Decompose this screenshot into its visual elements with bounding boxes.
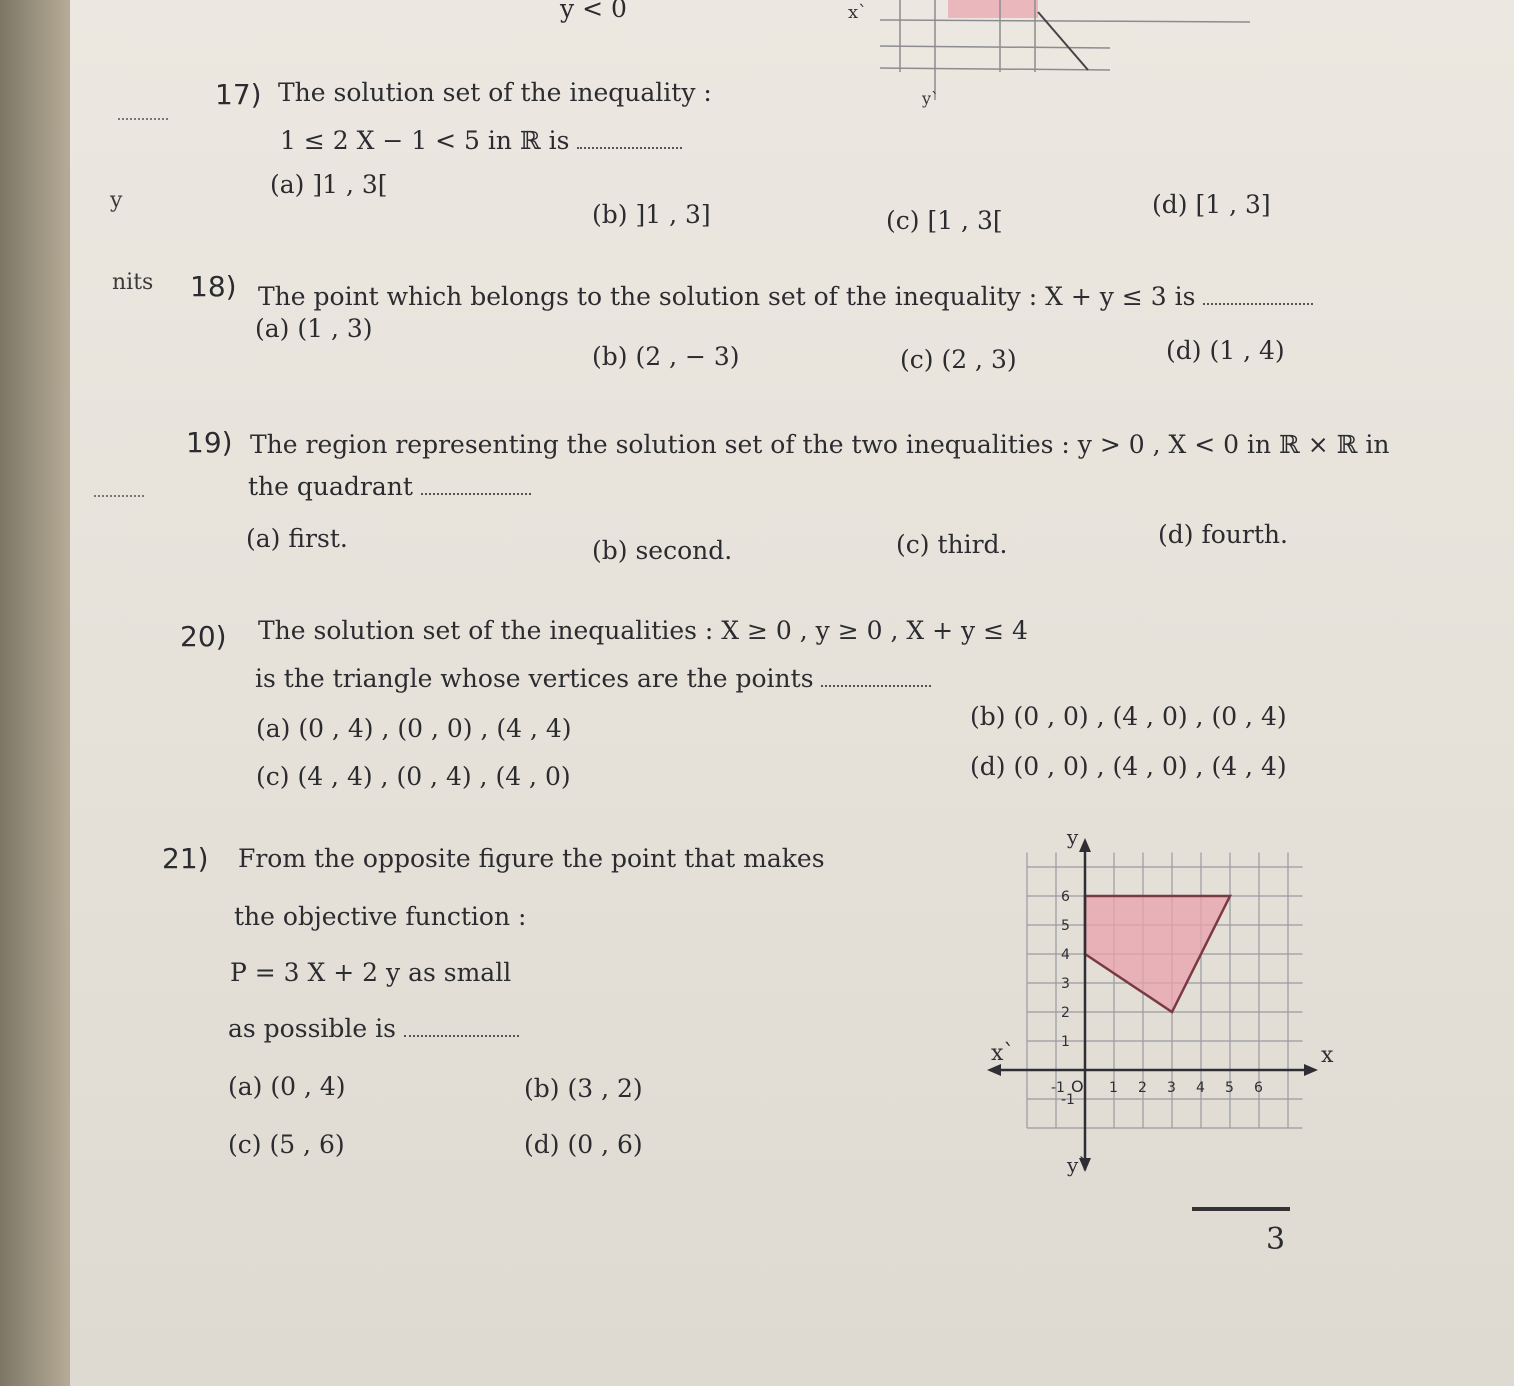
question-stem: P = 3 X + 2 y as small	[230, 958, 512, 987]
option-c[interactable]: (c) [1 , 3[	[886, 206, 1003, 235]
question-number: 17)	[215, 78, 262, 111]
question-number: 19)	[186, 426, 233, 459]
option-b[interactable]: (b) (0 , 0) , (4 , 0) , (0 , 4)	[970, 702, 1287, 731]
page-number: 3	[1266, 1222, 1286, 1257]
option-a[interactable]: (a) (0 , 4) , (0 , 0) , (4 , 4)	[256, 714, 572, 743]
option-b[interactable]: (b) ]1 , 3]	[592, 200, 711, 229]
x-tick-label: 4	[1196, 1080, 1205, 1096]
question-stem: The point which belongs to the solution set of the inequality : X + y ≤ 3 is	[258, 282, 1313, 311]
prev-y-prime-label: y`	[922, 89, 940, 108]
x-tick-label: 1	[1109, 1080, 1118, 1096]
option-d[interactable]: (d) (0 , 0) , (4 , 0) , (4 , 4)	[970, 752, 1287, 781]
question-stem: The region representing the solution set of the two inequalities : y > 0 , X < 0 in ℝ × ℝ in	[250, 430, 1390, 459]
prev-x-prime-label: x`	[848, 2, 868, 23]
y-tick-label: 3	[1061, 976, 1070, 992]
option-a[interactable]: (a) first.	[246, 524, 348, 553]
option-d[interactable]: (d) (0 , 6)	[524, 1130, 643, 1159]
option-b[interactable]: (b) (2 , − 3)	[592, 342, 740, 371]
question-number: 21)	[162, 842, 209, 875]
option-c[interactable]: (c) (2 , 3)	[900, 345, 1017, 374]
question-stem: the quadrant	[248, 472, 531, 501]
option-a[interactable]: (a) ]1 , 3[	[270, 170, 388, 199]
x-tick-label: 3	[1167, 1080, 1176, 1096]
question-stem: The solution set of the inequalities : X ≥ 0 , y ≥ 0 , X + y ≤ 4	[258, 616, 1028, 645]
y-axis-label: y	[1067, 825, 1079, 849]
y-tick-label: 6	[1061, 889, 1070, 905]
question-stem: the objective function :	[234, 902, 527, 931]
y-tick-label: -1	[1061, 1092, 1075, 1108]
option-a[interactable]: (a) (0 , 4)	[228, 1072, 346, 1101]
option-d[interactable]: (d) (1 , 4)	[1166, 336, 1285, 365]
y-tick-label: 2	[1061, 1005, 1070, 1021]
option-b[interactable]: (b) second.	[592, 536, 733, 565]
q21-figure	[985, 820, 1345, 1190]
option-c[interactable]: (c) third.	[896, 530, 1008, 559]
x-axis-arrow-right	[1304, 1064, 1318, 1076]
option-a[interactable]: (a) (1 , 3)	[255, 314, 373, 343]
option-d[interactable]: (d) [1 , 3]	[1152, 190, 1271, 219]
question-number: 20)	[180, 620, 227, 653]
question-stem: The solution set of the inequality :	[278, 78, 712, 107]
x-prime-label: x`	[991, 1041, 1015, 1066]
y-tick-label: 5	[1061, 918, 1070, 934]
question-number: 18)	[190, 270, 237, 303]
question-stem: 1 ≤ 2 X − 1 < 5 in ℝ is	[280, 126, 682, 155]
prev-question-graph	[840, 0, 1260, 110]
x-tick-label: 6	[1254, 1080, 1263, 1096]
question-stem: as possible is	[228, 1014, 519, 1043]
y-axis-arrow-up	[1079, 838, 1091, 852]
question-stem: is the triangle whose vertices are the points	[255, 664, 931, 693]
y-tick-label: 4	[1061, 947, 1070, 963]
margin-dotline	[94, 495, 144, 497]
option-b[interactable]: (b) (3 , 2)	[524, 1074, 643, 1103]
x-tick-label: 2	[1138, 1080, 1147, 1096]
x-axis-label: x	[1321, 1043, 1334, 1068]
question-stem: From the opposite figure the point that makes	[238, 844, 825, 873]
margin-note-units: nits	[112, 270, 154, 295]
y-prime-label: y`	[1067, 1153, 1089, 1177]
option-c[interactable]: (c) (5 , 6)	[228, 1130, 345, 1159]
prev-question-fragment: y < 0	[560, 0, 627, 23]
margin-dotline	[118, 118, 168, 120]
x-tick-label: 5	[1225, 1080, 1234, 1096]
margin-note-y: y	[110, 188, 123, 213]
option-c[interactable]: (c) (4 , 4) , (0 , 4) , (4 , 0)	[256, 762, 571, 791]
page-number-rule	[1192, 1207, 1290, 1211]
x-tick-label: -1	[1051, 1080, 1065, 1096]
origin-label: O	[1071, 1077, 1084, 1096]
option-d[interactable]: (d) fourth.	[1158, 520, 1288, 549]
y-tick-label: 1	[1061, 1034, 1070, 1050]
